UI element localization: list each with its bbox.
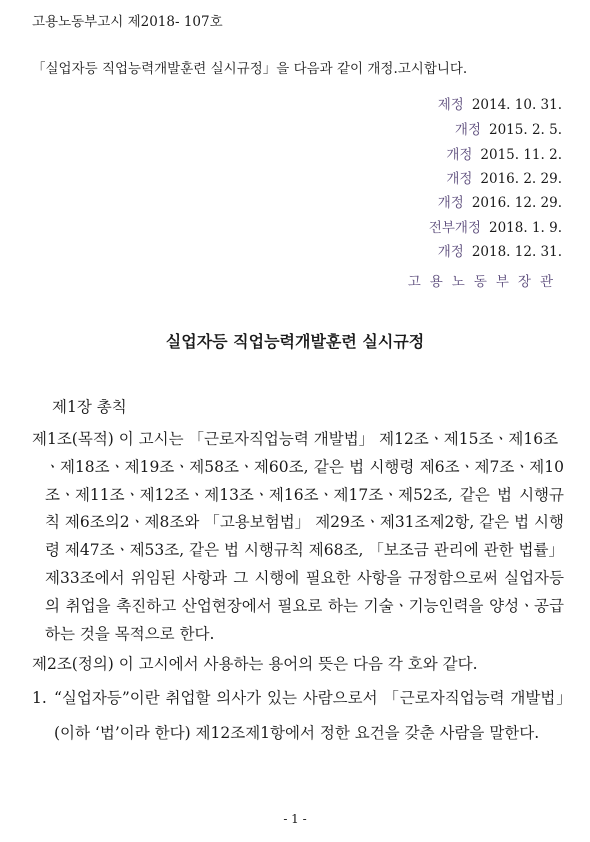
minister-signature: 고용노동부장관 xyxy=(407,274,562,290)
item-number: 1. xyxy=(32,689,47,707)
document-title: 실업자등 직업능력개발훈련 실시규정 xyxy=(165,332,425,351)
history-entry xyxy=(455,118,562,138)
notice-intro: 「실업자등 직업능력개발훈련 실시규정」을 다음과 같이 개정.고시합니다. xyxy=(32,61,468,77)
article-2: 제2조(정의) 이 고시에서 사용하는 용어의 뜻은 다음 각 호와 같다. xyxy=(32,655,478,673)
item-text: “실업자등”이란 취업할 의사가 있는 사람으로서 「근로자직업능력 개발법」(이하 ‘법’이라 한다) 제12조제1항에서 정한 요건을 갖춘 사람을 말한다. xyxy=(54,689,564,742)
article-1-head: 제1조(목적) 이 고시는 「근로자직업능력 개발법」 제12조ㆍ제15조ㆍ제16조 xyxy=(32,430,559,448)
chapter-heading: 제1장 총칙 xyxy=(52,398,127,416)
history-label: 개정 xyxy=(446,171,473,187)
history-entry xyxy=(438,93,562,113)
history-date: 2015. 11. 2. xyxy=(480,147,562,163)
history-date: 2014. 10. 31. xyxy=(471,97,562,113)
history-date: 2015. 2. 5. xyxy=(489,122,562,138)
history-label: 개정 xyxy=(437,195,464,211)
history-entry xyxy=(446,167,562,187)
history-label: 개정 xyxy=(437,244,464,260)
history-label: 개정 xyxy=(446,147,473,163)
history-date: 2018. 12. 31. xyxy=(471,244,562,260)
article-1-body: ㆍ제18조ㆍ제19조ㆍ제58조ㆍ제60조, 같은 법 시행령 제6조ㆍ제7조ㆍ제10조ㆍ제11조ㆍ제12조ㆍ제13조ㆍ제16조ㆍ제17조ㆍ제52조, 같은 법 시행규칙 제6조의2ㆍ제8조와 「고용보험법」 제29조ㆍ제31조제2항, 같은 법 시행령 제47조ㆍ제53조, 같은 법 시행규칙 제68조, 「보조금 관리에 관한 법률」 제33조에서 위임된 사항과 그 시행에 필요한 사항을 규정함으로써 실업자등의 취업을 촉진하고 산업현장에서 필요로 하는 기술ㆍ기능인력을 양성ㆍ공급하는 것을 목적으로 한다. xyxy=(45,457,564,643)
history-entry xyxy=(446,143,562,163)
history-entry xyxy=(438,240,562,260)
history-date: 2018. 1. 9. xyxy=(489,220,562,236)
page-number: - 1 - xyxy=(283,812,307,826)
definition-item xyxy=(32,681,564,751)
notice-number: 고용노동부고시 제2018- 107호 xyxy=(32,14,223,30)
history-entry xyxy=(429,216,562,236)
article-1 xyxy=(32,426,564,648)
history-label: 개정 xyxy=(454,122,481,138)
history-date: 2016. 12. 29. xyxy=(471,195,562,211)
history-label: 제정 xyxy=(437,97,464,113)
history-label: 전부개정 xyxy=(428,220,481,236)
history-entry xyxy=(438,191,562,211)
history-date: 2016. 2. 29. xyxy=(480,171,562,187)
